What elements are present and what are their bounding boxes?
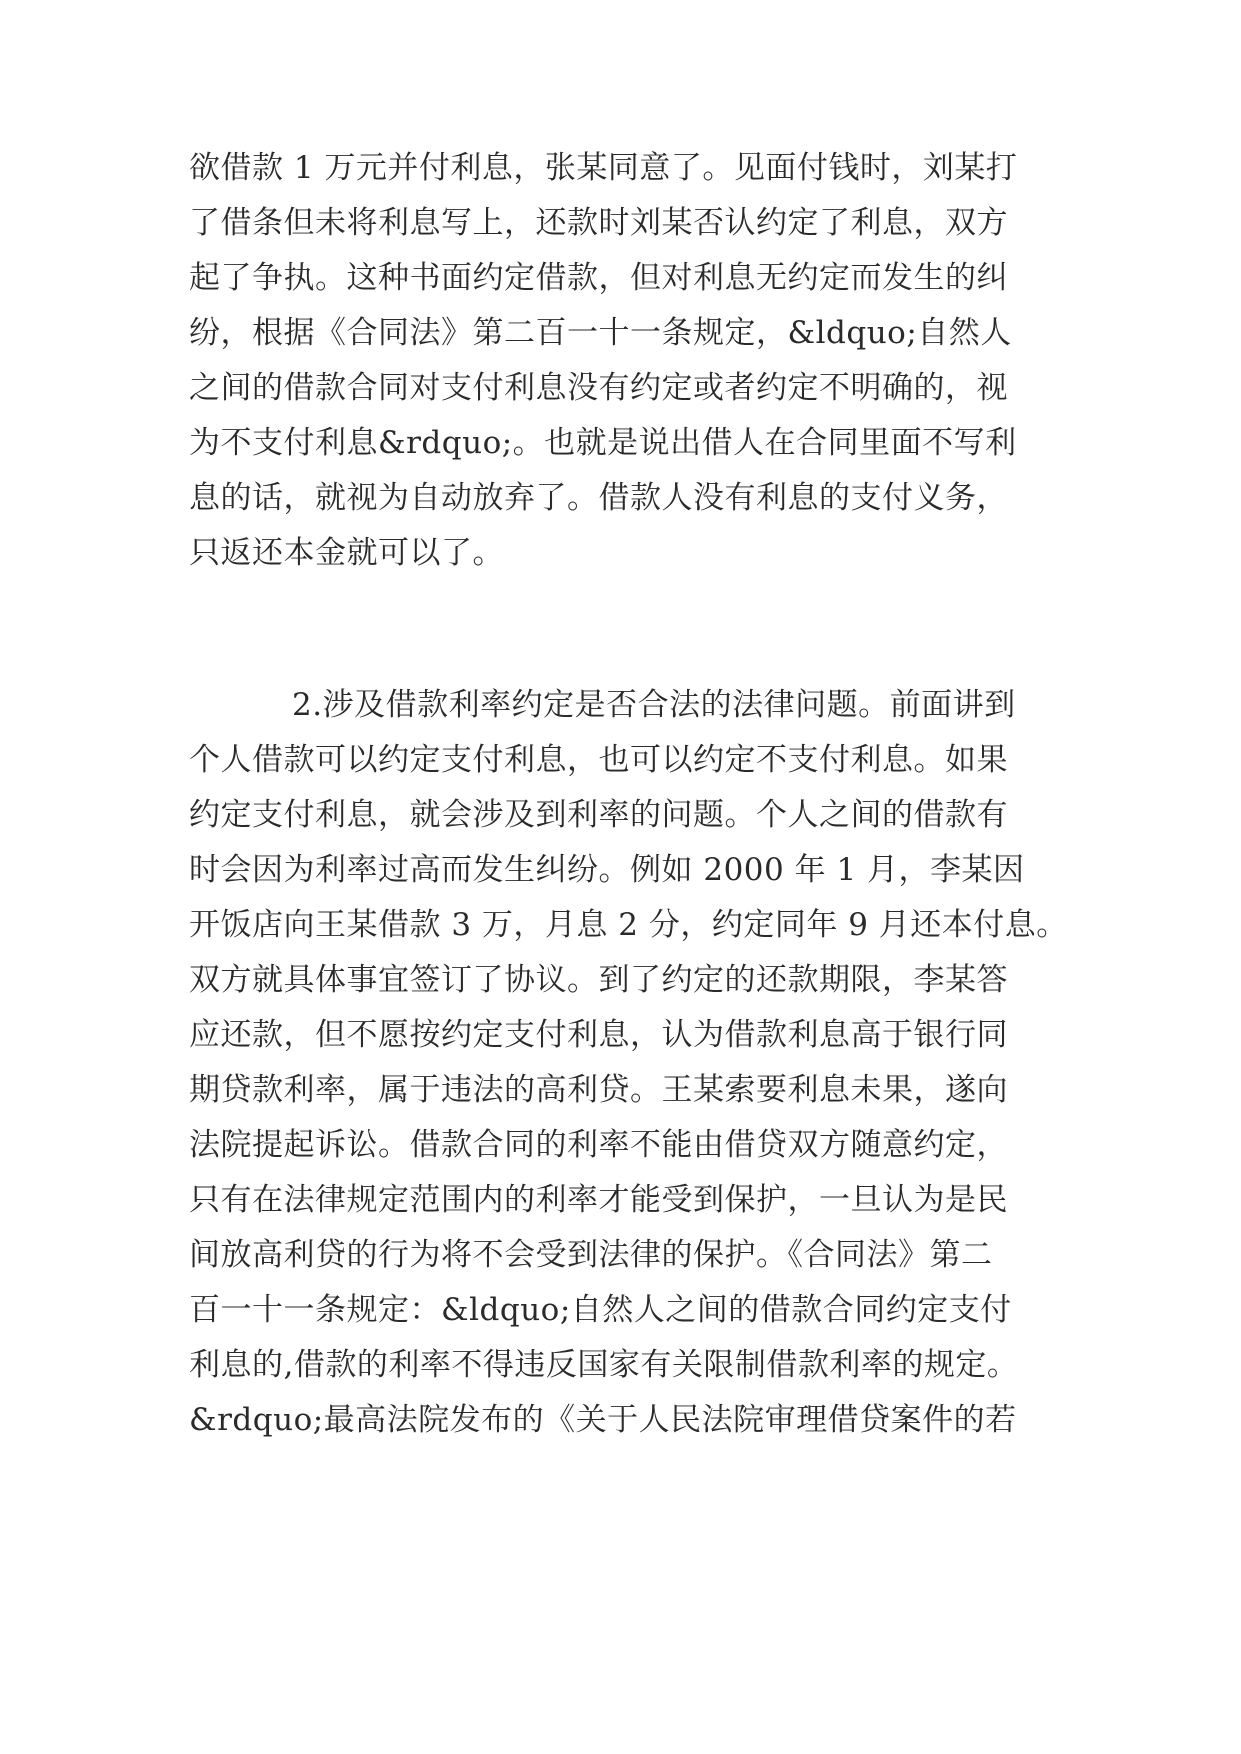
text-line: 了借条但未将利息写上，还款时刘某否认约定了利息，双方 (189, 205, 1008, 241)
text-line: 只有在法律规定范围内的利率才能受到保护，一旦认为是民 (189, 1182, 1008, 1218)
text-line: 百一十一条规定：&ldquo;自然人之间的借款合同约定支付 (189, 1292, 1012, 1328)
text-line: 期贷款利率，属于违法的高利贷。王某索要利息未果，遂向 (189, 1072, 1008, 1108)
text-line: 欲借款 1 万元并付利息，张某同意了。见面付钱时，刘某打 (189, 150, 1018, 186)
text-line: 时会因为利率过高而发生纠纷。例如 2000 年 1 月，李某因 (189, 852, 1025, 888)
text-line: 开饭店向王某借款 3 万，月息 2 分，约定同年 9 月还本付息。 (189, 907, 1068, 943)
text-line: 利息的,借款的利率不得违反国家有关限制借款利率的规定。 (189, 1347, 1019, 1383)
text-line: &rdquo;最高法院发布的《关于人民法院审理借贷案件的若 (189, 1402, 1017, 1438)
text-line: 双方就具体事宜签订了协议。到了约定的还款期限，李某答 (189, 962, 1008, 998)
text-line: 之间的借款合同对支付利息没有约定或者约定不明确的，视 (189, 370, 1008, 406)
text-line: 起了争执。这种书面约定借款，但对利息无约定而发生的纠 (189, 260, 1008, 296)
text-line: 为不支付利息&rdquo;。也就是说出借人在合同里面不写利 (189, 425, 1017, 461)
text-line: 只返还本金就可以了。 (189, 535, 504, 571)
text-line: 纷，根据《合同法》第二百一十一条规定，&ldquo;自然人 (189, 315, 1012, 351)
text-line: 间放高利贷的行为将不会受到法律的保护。《合同法》第二 (189, 1237, 993, 1273)
text-line: 息的话，就视为自动放弃了。借款人没有利息的支付义务， (189, 480, 1008, 516)
text-line: 应还款，但不愿按约定支付利息，认为借款利息高于银行同 (189, 1017, 1008, 1053)
text-line: 法院提起诉讼。借款合同的利率不能由借贷双方随意约定， (189, 1127, 1008, 1163)
text-line: 个人借款可以约定支付利息，也可以约定不支付利息。如果 (189, 742, 1008, 778)
text-line: 2.涉及借款利率约定是否合法的法律问题。前面讲到 (292, 687, 1016, 723)
text-line: 约定支付利息，就会涉及到利率的问题。个人之间的借款有 (189, 797, 1008, 833)
